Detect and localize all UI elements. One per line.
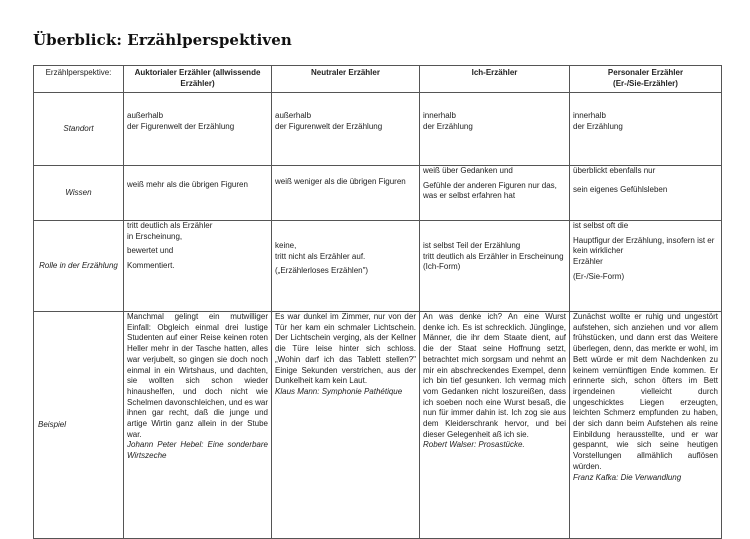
header-personal-line2: (Er-/Sie-Erzähler) [613, 78, 678, 88]
cell-standort-auktorial [124, 93, 272, 166]
cell-line: ist selbst Teil der Erzählung [423, 241, 521, 250]
cell-wissen-personal [570, 166, 722, 221]
cell-line: tritt nicht als Erzähler auf. [275, 251, 366, 261]
row-label-rolle: Rolle in der Erzählung [34, 221, 124, 312]
example-source: Robert Walser: Prosastücke. [423, 440, 525, 450]
cell-line: („Erzählerloses Erzählen") [275, 266, 369, 276]
header-personal [570, 66, 722, 93]
cell-line: bewertet und [127, 246, 174, 256]
narrative-perspectives-table [33, 65, 722, 539]
cell-line: Gefühle der anderen Figuren nur das, was er selbst erfahren hat [423, 180, 557, 201]
header-perspektive: Erzählperspektive: [34, 66, 124, 93]
header-auktorial: Auktorialer Erzähler (allwissende Erzähler) [124, 66, 272, 93]
example-source: Klaus Mann: Symphonie Pathétique [275, 386, 403, 396]
cell-line: innerhalb [423, 111, 456, 120]
example-text: Zunächst wollte er ruhig und ungestört aufstehen, sich anziehen und vor allem frühstücken, und dann erst das Weitere überlegen, denn, das merkte er wohl, im Bett würde er mit dem Nachdenken zu keinem vernünftigen Ende kommen. Er erinnerte sich, schon öfters im Bett irgendeinen vielleicht durch ungeschicktes Liegen erzeugten, leichten Schmerz empfunden zu haben, der sich dann beim Aufstehen als reine Einbildung herausstellte, und er war gespannt, wie sich seine heutigen Vorstellungen allmählich auflösen würden. [573, 312, 718, 471]
row-wissen [34, 166, 722, 221]
cell-line: in Erscheinung, [127, 231, 183, 241]
cell-beispiel-ich [420, 312, 570, 539]
cell-line: der Erzählung [573, 121, 623, 131]
cell-standort-personal [570, 93, 722, 166]
cell-line: tritt deutlich als Erzähler [127, 221, 213, 230]
row-standort [34, 93, 722, 166]
cell-beispiel-personal [570, 312, 722, 539]
cell-line: ist selbst oft die [573, 221, 629, 230]
cell-line: außerhalb [275, 111, 312, 120]
cell-rolle-personal [570, 221, 722, 312]
example-text: Manchmal gelingt ein mutwilliger Einfall: Obgleich einmal drei lustige Studenten auf einer Reise keinen roten Heller mehr in der Tasche hatten, alles war verjubelt, so gingen sie doch noch einmal in ein Wirtshaus, und dachten, sie wollten sich schon wieder hinaushelfen, und doch nicht wie Schelmen davonschleichen, und es war ihnen gar recht, daß die junge und artige Wirtin ganz allein in der Stube war. [127, 312, 268, 439]
example-source: Franz Kafka: Die Verwandlung [573, 472, 682, 482]
cell-wissen-ich [420, 166, 570, 221]
cell-standort-ich [420, 93, 570, 166]
cell-beispiel-neutral [272, 312, 420, 539]
cell-line: außerhalb [127, 111, 164, 120]
cell-line: Erzähler [573, 257, 603, 267]
cell-beispiel-auktorial [124, 312, 272, 539]
cell-line: überblickt ebenfalls nur [573, 166, 656, 175]
header-ich: Ich-Erzähler [420, 66, 570, 93]
cell-line: (Er-/Sie-Form) [573, 271, 625, 281]
row-beispiel [34, 312, 722, 539]
cell-line: Kommentiert. [127, 261, 175, 271]
cell-rolle-neutral [272, 221, 420, 312]
row-rolle [34, 221, 722, 312]
example-text: Es war dunkel im Zimmer, nur von der Tür her kam ein schmaler Lichtschein. Der Lichtschein verging, als der Kellner die Türe leise hinter sich schloss. „Wohin darf ich das Tablett stellen?" Einige Sekunden verstrichen, aus der Dunkelheit kam kein Laut. [275, 312, 416, 386]
cell-line: der Figurenwelt der Erzählung [127, 121, 235, 131]
cell-line: sein eigenes Gefühlsleben [573, 184, 668, 194]
cell-line: der Erzählung [423, 121, 473, 131]
cell-line: keine, [275, 241, 297, 250]
cell-line: der Figurenwelt der Erzählung [275, 121, 383, 131]
cell-line: weiß über Gedanken und [423, 166, 513, 175]
row-label-standort: Standort [34, 93, 124, 166]
example-source: Johann Peter Hebel: Eine sonderbare Wirtszeche [127, 440, 268, 461]
cell-line: innerhalb [573, 111, 606, 120]
cell-line: tritt deutlich als Erzähler in Erscheinung [423, 251, 564, 261]
header-row [34, 66, 722, 93]
header-personal-line1: Personaler Erzähler [607, 68, 684, 77]
cell-wissen-neutral: weiß weniger als die übrigen Figuren [272, 166, 420, 221]
cell-line: Hauptfigur der Erzählung, insofern ist er kein wirklicher [573, 235, 715, 256]
header-neutral: Neutraler Erzähler [272, 66, 420, 93]
cell-rolle-ich [420, 221, 570, 312]
page-title: Überblick: Erzählperspektiven [33, 31, 292, 49]
cell-wissen-auktorial: weiß mehr als die übrigen Figuren [124, 166, 272, 221]
row-label-wissen: Wissen [34, 166, 124, 221]
cell-line: (Ich-Form) [423, 262, 461, 272]
cell-rolle-auktorial [124, 221, 272, 312]
example-text: An was denke ich? An eine Wurst denke ich. Es ist schrecklich. Jünglinge, Männer, die ihr dem Staate dient, auf die der Staat seine Hoffnung setzt, betrachtet mich sorgsam und nehmt an mir ein abschreckendes Exempel, denn ich bin tief gesunken. Ich vermag mich vom Gedanken nicht loszureißen, dass ich soeben noch eine Wurst besaß, die nun für immer dahin ist. Ich zog sie aus dem Kleiderschrank hervor, und bei dieser Gelegenheit aß ich sie. [423, 312, 566, 439]
cell-standort-neutral [272, 93, 420, 166]
row-label-beispiel: Beispiel [34, 312, 124, 539]
